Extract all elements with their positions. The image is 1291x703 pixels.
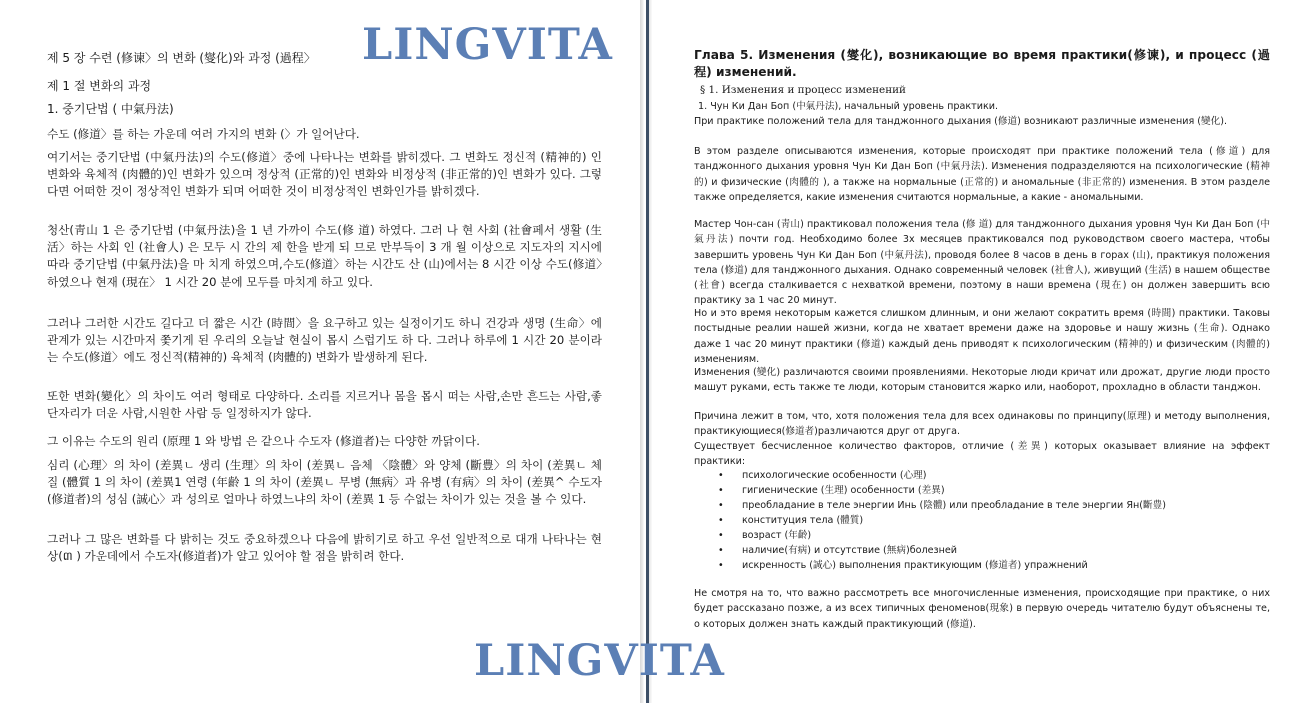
list-item: • искренность (誠心) выполнения практикующим (修道者) упражнений — [718, 558, 1270, 573]
page-divider — [640, 0, 652, 703]
russian-paragraph: Мастер Чон-сан (靑山) практиковал положения тела (修 道) для танджонного дыхания уровня Чун Ки Дан Боп (中氣丹法) почти год. Необходимо более 3х месяцев практиковался под руководством своего мастера, чтобы завершить уровень Чун Ки Дан Боп (中氣丹法), проводя более 8 часов в день в горах (山), практикуя положения тела (修道) для танджонного дыхания. Однако современный человек (社會人), живущий (生活) в нашем обществе (社會) всегда сталкивается с нехваткой времени, поэтому в наши времена (現在) он должен завершить всю практику за 1 час 20 минут. — [694, 219, 1270, 307]
russian-closing-paragraph: Не смотря на то, что важно рассмотреть все многочисленные изменения, происходящие при практике, о них будет рассказано позже, а из всех типичных феноменов(現象) в первую очередь читателю будут объяснены те, о которых должен знать каждый практикующий (修道). — [694, 588, 1270, 630]
russian-section-title: § 1. Изменения и процесс изменений — [700, 84, 906, 96]
list-item: • возраст (年齡) — [718, 528, 1270, 543]
korean-page — [0, 0, 640, 703]
russian-paragraph: Но и это время некоторым кажется слишком длинным, и они желают сократить время (時間) практики. Таковы постыдные реалии нашей жизни, когда не хватает времени даже на здоровье и нашу жизнь (生命). Однако даже 1 час 20 минут практики (修道) каждый день приводят к психологическим (精神的) и физическим (肉體的) изменениям. — [694, 308, 1270, 365]
factor-list — [718, 468, 1270, 573]
russian-subsection-title: 1. Чун Ки Дан Боп (中氣丹法), начальный уровень практики. — [698, 101, 999, 112]
list-item: • психологические особенности (心理) — [718, 468, 1270, 483]
korean-paragraph: 청산(靑山 1 은 중기단법 (中氣丹法)을 1 년 가까이 수도(修 道) 하였다. 그러 나 현 사회 (社會페서 생활 (生活〉하는 사회 인 (社會人) 은 모두 시 간의 제 한을 받게 되 므로 만부득이 3 개 월 이상으로 지도자의 지시에 따라 중기단법 (中氣丹法)을 마 치게 하였으며,수도(修道〉하는 시간도 산 (山)에서는 8 시간 이상 수도(修道〉하였으나 현재 (現在〉 1 시간 20 분에 모두를 마치게 하고 있다. — [47, 223, 602, 289]
korean-paragraph: 그 이유는 수도의 원리 (原理 1 와 방법 은 같으나 수도자 (修道者)는 다양한 까닭이다. — [47, 434, 480, 448]
korean-paragraph: 심리 (心理〉의 차이 (差異ㄴ 생리 (生理〉의 차이 (差異ㄴ 음체 〈陰體〉와 양체 (斷豊〉의 차이 (差異ㄴ 체질 (體質 1 의 차이 (差異1 연령 (年齡 1 의 차이 (差異ㄴ 무병 (無病〉과 유병 (有病〉의 차이 (差異^ 수도자(修道者)의 성심 (誠心〉과 성의로 얼마나 하였느냐의 차이 (差異 1 등 수없는 차이가 있는 것을 볼 수 있다. — [47, 458, 602, 507]
list-item: • гигиенические (生理) особенности (差異) — [718, 483, 1270, 498]
russian-page — [652, 0, 1291, 703]
russian-paragraph: При практике положений тела для танджонного дыхания (修道) возникают различные изменения (變化). — [694, 116, 1228, 127]
korean-chapter-title: 제 5 장 수련 (修谏〉의 변화 (燮化)와 과정 (過程〉 — [47, 51, 316, 65]
korean-paragraph: 또한 변화(變化〉의 차이도 여러 형태로 다양하다. 소리를 지르거나 몸을 몹시 떠는 사람,손만 흔드는 사람,좋단자리가 더운 사람,시원한 사람 등 일정하지가 않다. — [47, 389, 602, 421]
korean-subsection-title: 1. 중기단법 ( 中氣丹法) — [47, 102, 174, 116]
korean-paragraph: 여기서는 중기단법 (中氣丹法)의 수도(修道〉중에 나타나는 변화를 밝히겠다. 그 변화도 정신적 (精神的) 인 변화와 육체적 (肉體的)인 변화가 있으며 정상적 (正常的)인 변화와 비정상적 (非正常的)인 변화가 있다. 그렇다면 어떠한 것이 정상적인 변화가 되며 어떠한 것이 비정상적인 변화인가를 밝히겠다. — [47, 150, 602, 199]
korean-section-title: 제 1 절 변화의 과정 — [47, 79, 152, 93]
russian-paragraph: Изменения (變化) различаются своими проявлениями. Некоторые люди кричат или дрожат, другие люди просто машут руками, есть также те люди, которым становится жарко или, наоборот, прохладно в области танджон. — [694, 367, 1270, 394]
russian-chapter-title: Глава 5. Изменения (燮化), возникающие во время практики(修谏), и процесс (過程) изменений. — [694, 48, 1270, 79]
list-item: • наличие(有病) и отсутствие (無病)болезней — [718, 543, 1270, 558]
korean-paragraph: 수도 (修道〉를 하는 가운데 여러 가지의 변화 (〉가 일어난다. — [47, 127, 360, 141]
russian-paragraph: Причина лежит в том, что, хотя положения тела для всех одинаковы по принципу(原理) и методу выполнения, практикующиеся(修道者)различаются друг от друга. — [694, 411, 1270, 438]
korean-paragraph: 그러나 그 많은 변화를 다 밝히는 것도 중요하겠으나 다음에 밝히기로 하고 우선 일반적으로 대개 나타나는 현상(៣ ) 가운데에서 수도자(修道者)가 알고 있어야 할 점을 밝히려 한다. — [47, 532, 602, 564]
russian-paragraph: Существует бесчисленное количество факторов, отличие (差異) которых оказывает влияние на эффект практики: — [694, 441, 1270, 468]
list-item: • конституция тела (體質) — [718, 513, 1270, 528]
korean-paragraph: 그러나 그러한 시간도 길다고 더 짧은 시간 (時間〉을 요구하고 있는 실정이기도 하니 건강과 생명 (生命〉에 관계가 있는 시간마저 쫓기게 된 우리의 오늘날 현실이 몹시 스럽기도 하 다. 그러나 하루에 1 시간 20 분이라는 수도(修道〉에도 정신적(精神的) 육체적 (肉體的) 변화가 발생하게 된다. — [47, 316, 602, 365]
watermark-bottom: LINGVITA — [474, 636, 725, 686]
watermark-top: LINGVITA — [362, 20, 613, 70]
list-item: • преобладание в теле энергии Инь (陰體) или преобладание в теле энергии Ян(斷豊) — [718, 498, 1270, 513]
russian-paragraph: В этом разделе описываются изменения, которые происходят при практике положений тела (修道) для танджонного дыхания уровня Чун Ки Дан Боп (中氣丹法). Изменения подразделяются на психологические (精神的) и физические (肉體的 ), а также на нормальные (正常的) и аномальные (非正常的) изменения. В этом разделе также определяется, какие изменения считаются нормальные, а какие - аномальными. — [694, 146, 1270, 203]
